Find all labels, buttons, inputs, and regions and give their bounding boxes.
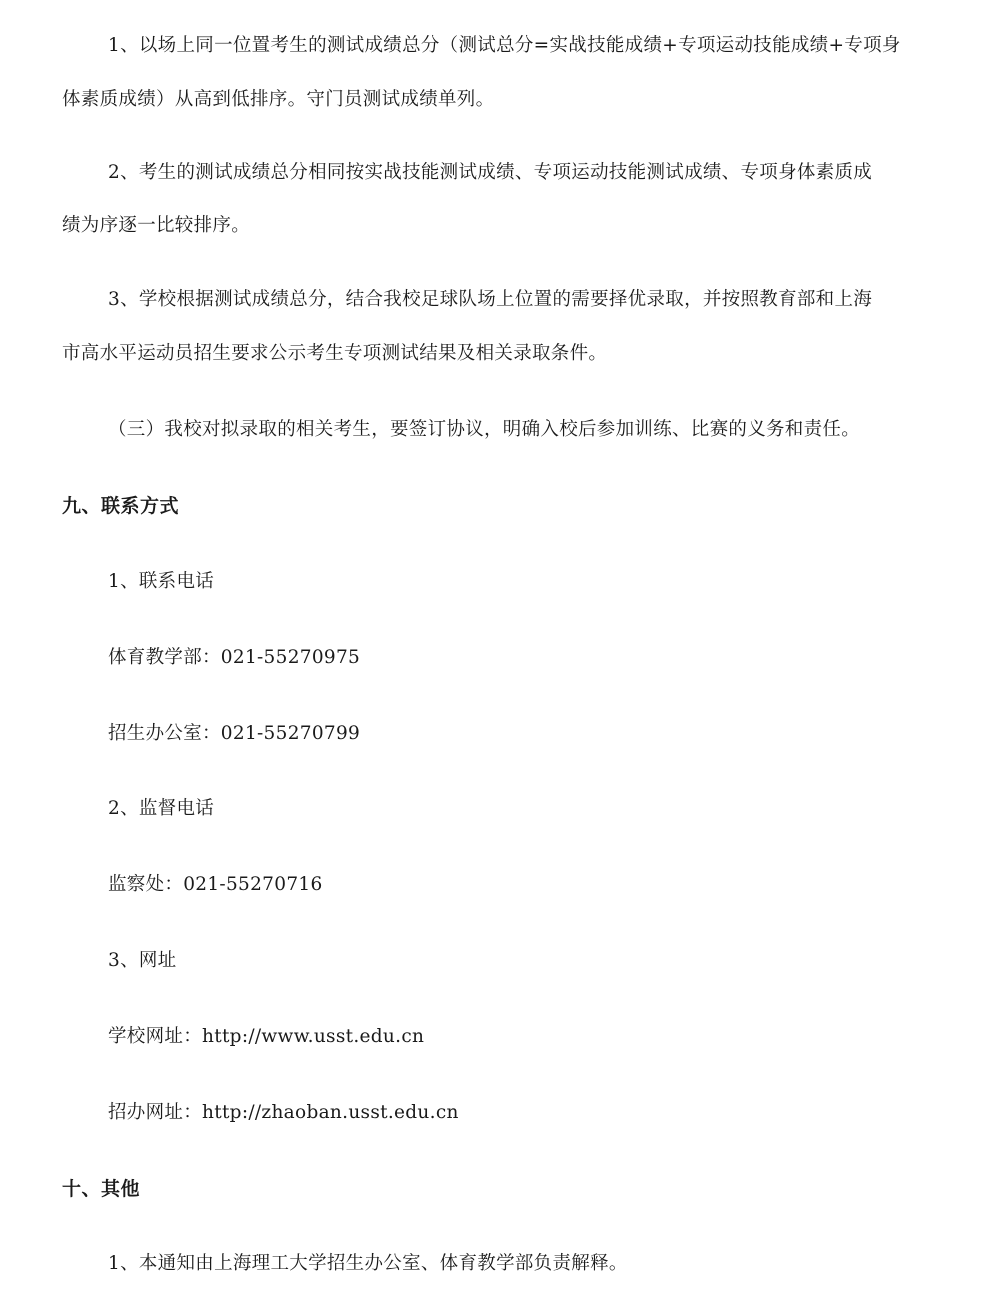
paragraph-4: （三）我校对拟录取的相关考生，要签订协议，明确入校后参加训练、比赛的义务和责任。 bbox=[108, 419, 861, 440]
phone-admission-office: 招生办公室：021-55270799 bbox=[108, 723, 361, 744]
paragraph-1-line-1: 1、以场上同一位置考生的测试成绩总分（测试总分=实战技能成绩+专项运动技能成绩+专项身 bbox=[108, 35, 901, 56]
paragraph-1-line-2: 体素质成绩）从高到低排序。守门员测试成绩单列。 bbox=[62, 89, 495, 110]
section-10-item-1: 1、本通知由上海理工大学招生办公室、体育教学部负责解释。 bbox=[108, 1253, 628, 1274]
paragraph-3-line-1: 3、学校根据测试成绩总分，结合我校足球队场上位置的需要择优录取，并按照教育部和上海 bbox=[108, 289, 873, 310]
paragraph-3-line-2: 市高水平运动员招生要求公示考生专项测试结果及相关录取条件。 bbox=[62, 343, 608, 364]
supervision-phone-item: 2、监督电话 bbox=[108, 798, 215, 819]
phone-pe-department: 体育教学部：021-55270975 bbox=[108, 647, 361, 668]
paragraph-2-line-1: 2、考生的测试成绩总分相同按实战技能测试成绩、专项运动技能测试成绩、专项身体素质成 bbox=[108, 162, 873, 183]
section-9-heading: 九、联系方式 bbox=[62, 495, 180, 517]
website-school: 学校网址：http://www.usst.edu.cn bbox=[108, 1026, 425, 1047]
phone-supervision-office: 监察处：021-55270716 bbox=[108, 874, 323, 895]
section-10-heading: 十、其他 bbox=[62, 1178, 141, 1200]
website-admission: 招办网址：http://zhaoban.usst.edu.cn bbox=[108, 1102, 459, 1123]
contact-phone-item: 1、联系电话 bbox=[108, 571, 215, 592]
paragraph-2-line-2: 绩为序逐一比较排序。 bbox=[62, 215, 251, 236]
website-item: 3、网址 bbox=[108, 950, 177, 971]
